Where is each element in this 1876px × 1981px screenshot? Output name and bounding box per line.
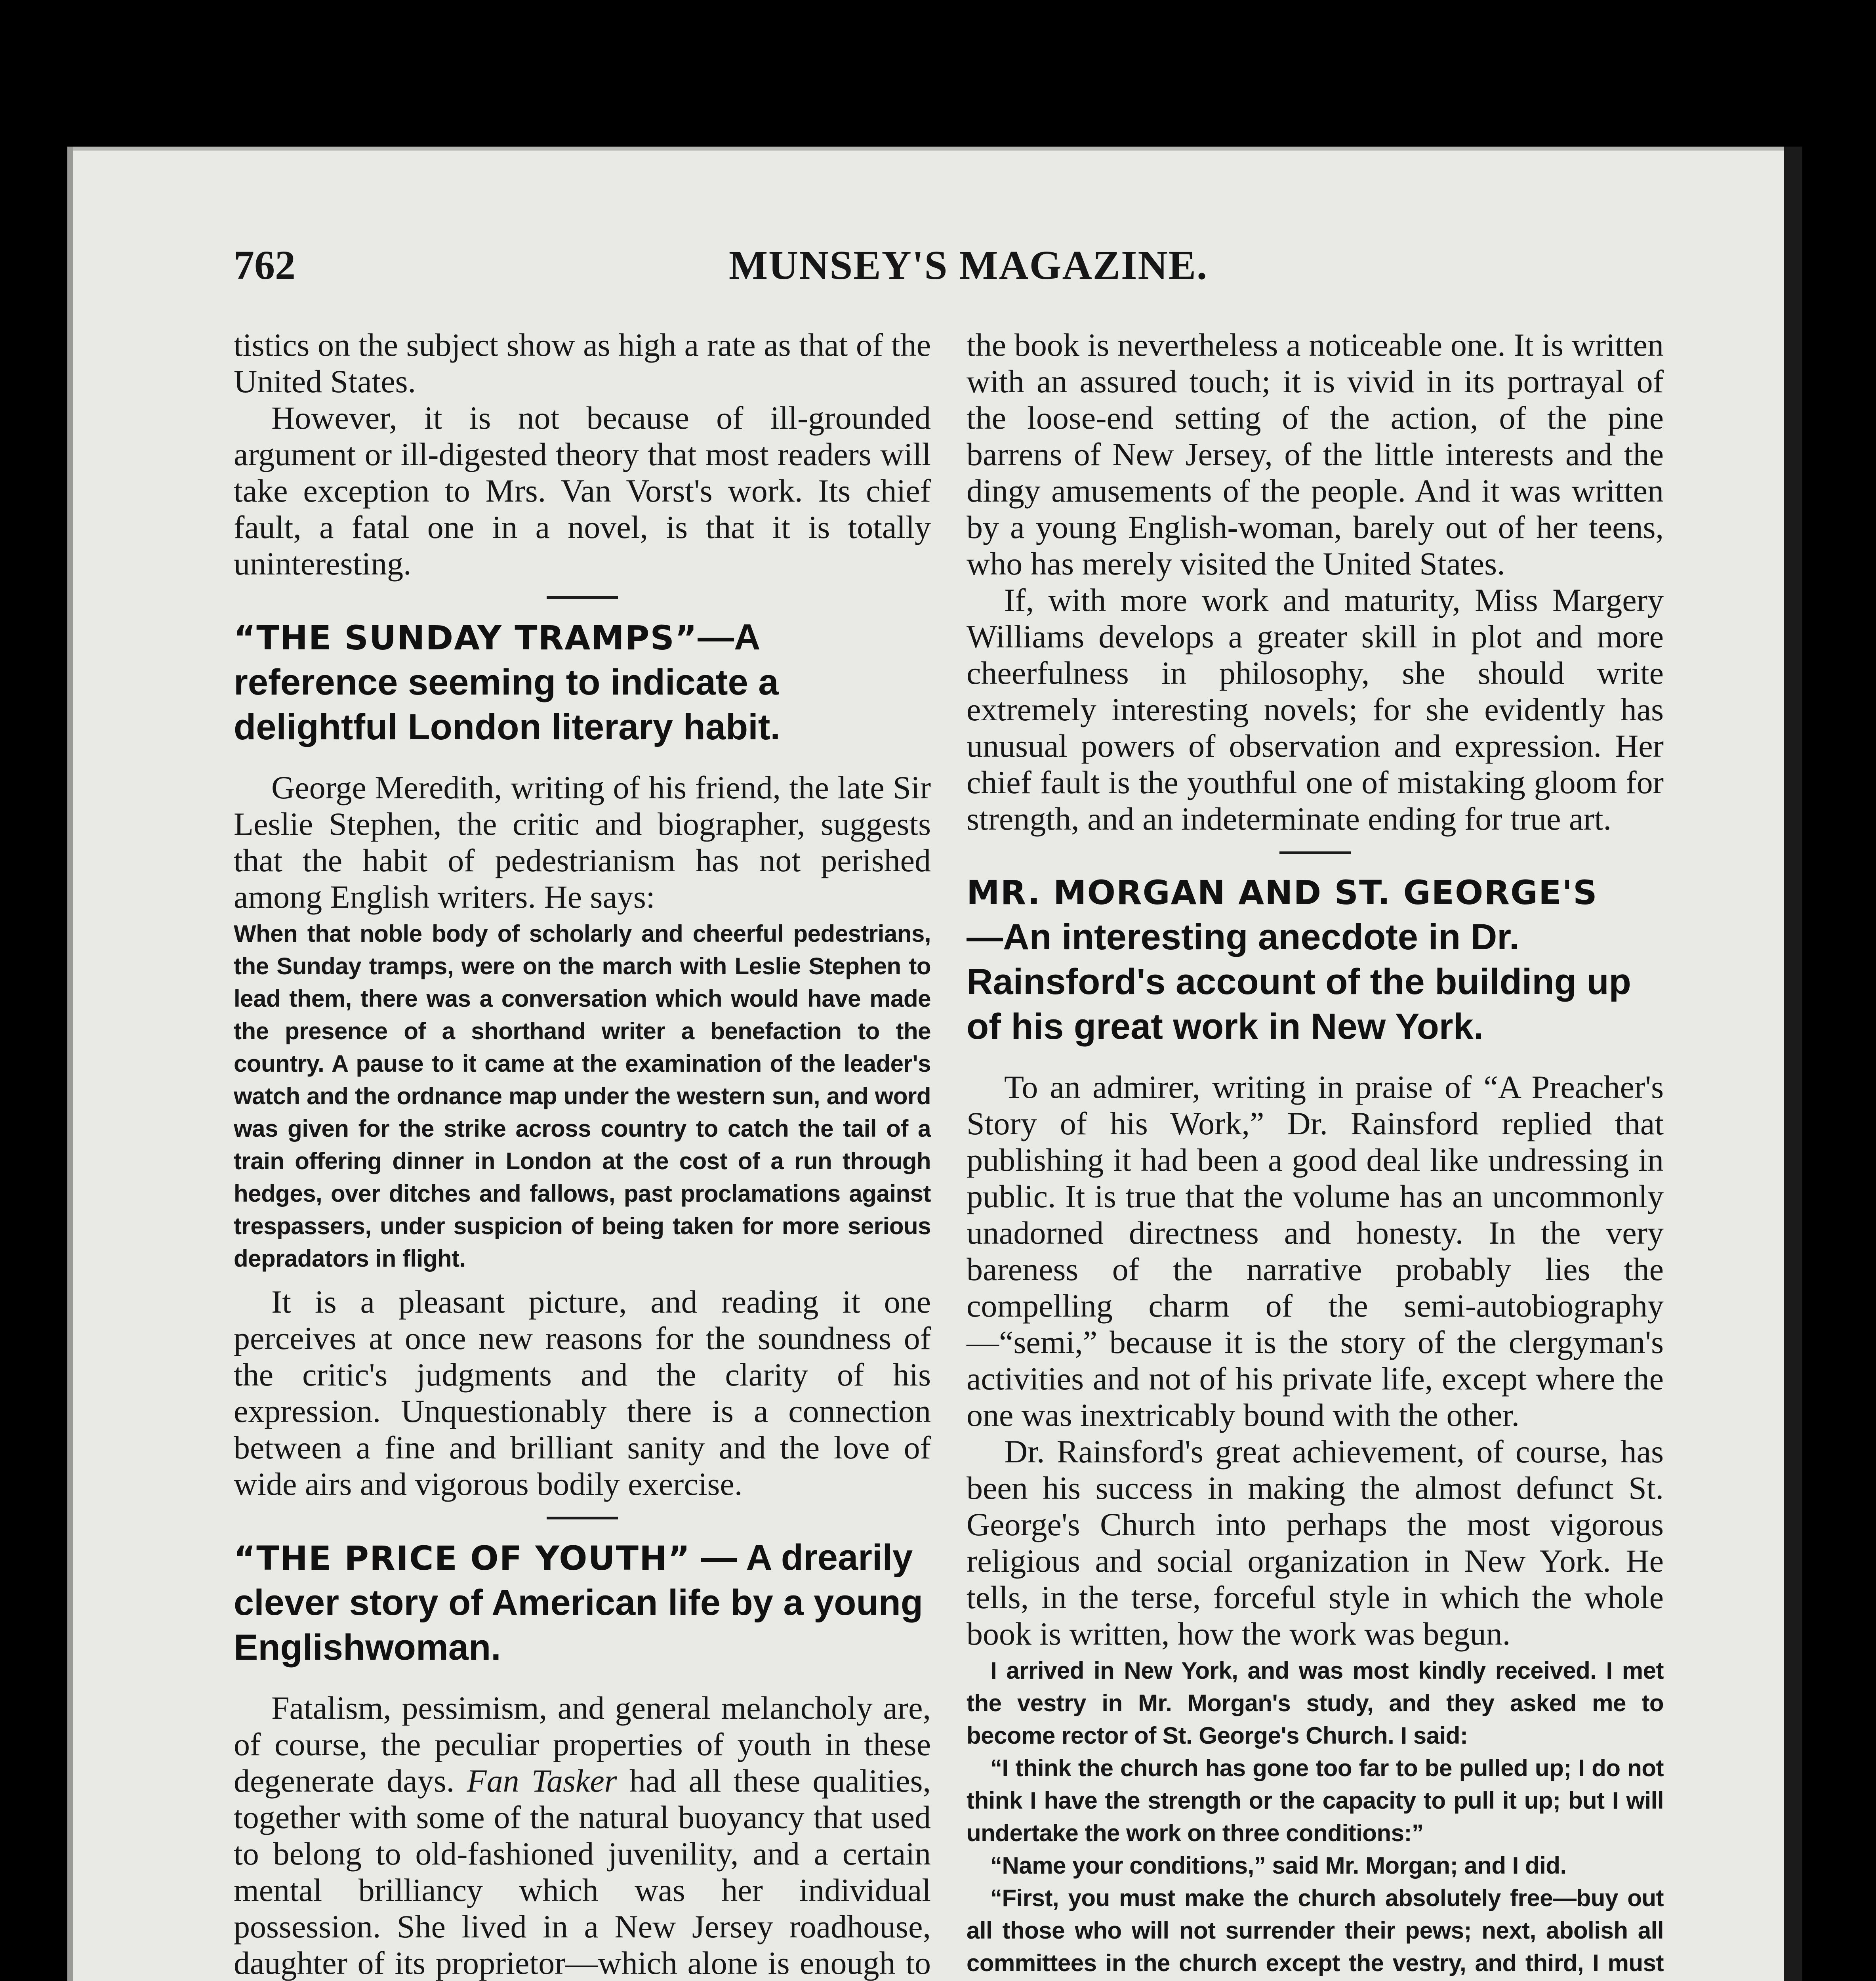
paragraph-continued-1: the book is nevertheless a noticeable one. It is written with an assured touch; it is vivid in its portrayal of the loose-end setting of the action, of the pine barrens of New Jersey, of the little interests and the dingy amusements of the people. And it was written by a young English-woman, barely out of her teens, who has merely visited the United States. bbox=[967, 327, 1664, 582]
section-heading-tag: “THE PRICE OF YOUTH” bbox=[234, 1539, 691, 1578]
quote-paragraph: “Name your conditions,” said Mr. Morgan; and I did. bbox=[990, 1852, 1567, 1879]
page-number: 762 bbox=[234, 242, 296, 288]
italic-name: Fan Tasker bbox=[467, 1763, 617, 1799]
quote-paragraph: “I think the church has gone too far to be pulled up; I do not think I have the strength or the capacity to pull it up; but I will undertake the work on three conditions:” bbox=[967, 1755, 1664, 1846]
paragraph bbox=[234, 1690, 931, 1981]
section-heading-desc: —An interesting anecdote in Dr. Rainsford's account of the building up of his great work in New York. bbox=[967, 917, 1631, 1047]
section-divider bbox=[547, 596, 618, 599]
right-column bbox=[967, 327, 1664, 1981]
section-heading-desc: —A reference seeming to indicate a delightful London literary habit. bbox=[234, 617, 780, 747]
section-heading-price-of-youth bbox=[234, 1535, 931, 1670]
section-heading-desc: — A drearily clever story of American life by a young Englishwoman. bbox=[234, 1537, 923, 1668]
paragraph-intro-1: tistics on the subject show as high a rate as that of the United States. bbox=[234, 327, 931, 399]
text-run: had all these qualities, together with some of the natural buoyancy that used to belong to old-fashioned juvenility, and a certain mental brilliancy which was her individual possession. She lived in a New Jersey roadhouse, daughter of its proprietor—which alone is enough to bbox=[234, 1763, 931, 1981]
section-heading-tag: MR. MORGAN AND ST. GEORGE'S bbox=[967, 873, 1598, 912]
quote-paragraph: “First, you must make the church absolutely free—buy out all those who will not surrender their pews; next, abolish all committees in the church except the vestry, and third, I must bbox=[967, 1885, 1664, 1976]
section-heading-morgan-st-georges bbox=[967, 870, 1664, 1049]
section-divider bbox=[1279, 851, 1351, 854]
paragraph: To an admirer, writing in praise of “A Preacher's Story of his Work,” Dr. Rainsford replied that publishing it had been a good deal like undressing in public. It is true that the volume has an uncommonly unadorned directness and honesty. In the very bareness of the narrative probably lies the compelling charm of the semi-autobiography—“semi,” because it is the story of the clergyman's activities and not of his private life, except where the one was inextricably bound with the other. bbox=[967, 1069, 1664, 1433]
block-quote: When that noble body of scholarly and cheerful pedestrians, the Sunday tramps, were on the march with Leslie Stephen to lead them, there was a conversation which would have made the presence of a shorthand writer a benefaction to the country. A pause to it came at the examination of the leader's watch and the ordnance map under the western sun, and word was given for the strike across country to catch the tail of a train offering dinner in London at the cost of a run through hedges, over ditches and fallows, past proclamations against trespassers, under suspicion of being taken for more serious depradators in flight. bbox=[234, 920, 931, 1272]
section-heading-tag: “THE SUNDAY TRAMPS” bbox=[234, 618, 698, 657]
paragraph-intro-2: However, it is not because of ill-grounded argument or ill-digested theory that most readers will take exception to Mrs. Van Vorst's work. Its chief fault, a fatal one in a novel, is that it is totally uninteresting. bbox=[234, 400, 931, 582]
block-quote bbox=[967, 1655, 1664, 1981]
paragraph-continued-2: If, with more work and maturity, Miss Margery Williams develops a greater skill in plot and more cheerfulness in philosophy, she should write extremely interesting novels; for she evidently has unusual powers of observation and expression. Her chief fault is the youthful one of mistaking gloom for strength, and an indeterminate ending for true art. bbox=[967, 582, 1664, 837]
paragraph: George Meredith, writing of his friend, the late Sir Leslie Stephen, the critic and biographer, suggests that the habit of pedestrianism has not perished among English writers. He says: bbox=[234, 769, 931, 915]
text-run: Fatalism, pessimism, and general melancholy are, of course, the peculiar properties of youth in these degenerate days. bbox=[234, 1690, 931, 1799]
paragraph: It is a pleasant picture, and reading it one perceives at once new reasons for the soundness of the critic's judgments and the clarity of his expression. Unquestionably there is a connection between a fine and brilliant sanity and the love of wide airs and vigorous bodily exercise. bbox=[234, 1284, 931, 1502]
quote-paragraph: I arrived in New York, and was most kindly received. I met the vestry in Mr. Morgan's study, and they asked me to become rector of St. George's Church. I said: bbox=[967, 1657, 1664, 1749]
section-heading-sunday-tramps bbox=[234, 615, 931, 750]
magazine-title: MUNSEY'S MAGAZINE. bbox=[729, 242, 1208, 288]
section-divider bbox=[547, 1517, 618, 1519]
paragraph: Dr. Rainsford's great achievement, of course, has been his success in making the almost defunct St. George's Church into perhaps the most vigorous religious and social organization in New York. He tells, in the terse, forceful style in which the whole book is written, how the work was begun. bbox=[967, 1433, 1664, 1652]
left-column bbox=[234, 327, 931, 1981]
running-head bbox=[170, 242, 1668, 301]
